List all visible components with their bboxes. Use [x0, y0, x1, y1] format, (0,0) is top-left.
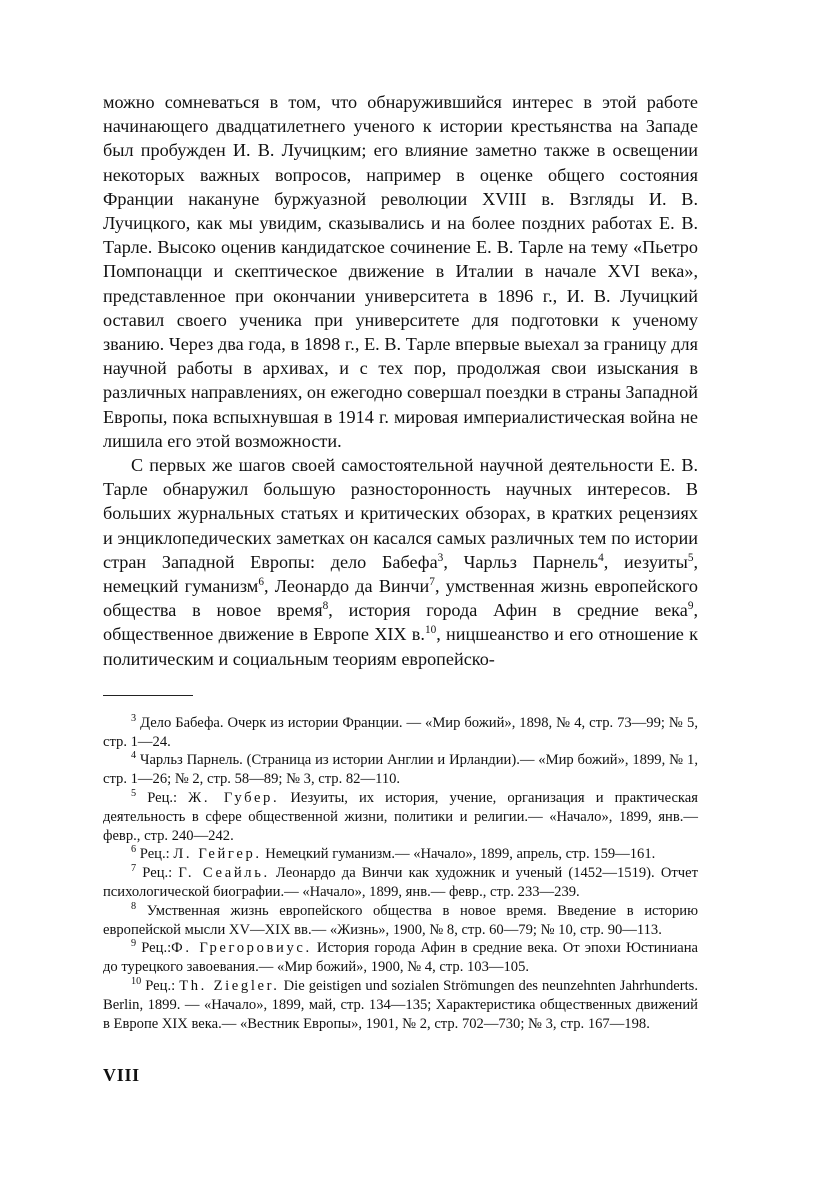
- footnote-ref-3[interactable]: 3: [437, 551, 444, 564]
- footnote: $^6$ Рец.: Л. Гейгер. Немецкий гуманизм.— «Начало», 1899, апрель, стр. 159—161.: [131, 844, 656, 863]
- footnote-ref-5[interactable]: 5: [687, 551, 694, 564]
- footnote: $^8$ Умственная жизнь европейского общества в новое время. Введение в историю европейской мысли XV—XIX вв.— «Жизнь», 1900, № 8, стр. 60—79; № 10, стр. 90—113.: [103, 900, 698, 938]
- paragraph-1: можно сомневаться в том, что обнаружившийся интерес в этой работе начинающего двадцатилетнего ученого к истории крестьянства на Западе был пробужден И. В. Лучицким; его влияние заметно также в освещении некоторых важных вопросов, например в оценке общего состояния Франции накануне буржуазной революции XVIII в. Взгляды И. В. Лучицкого, как мы увидим, сказывались и на более поздних работах Е. В. Тарле. Высоко оценив кандидатское сочинение Е. В. Тарле на тему «Пьетро Помпонацци и скептическое движение в Италии в начале XVI века», представленное при окончании университета в 1896 г., И. В. Лучицкий оставил своего ученика при университете для подготовки к ученому званию. Через два года, в 1898 г., Е. В. Тарле впервые выехал за границу для научной работы в архивах, и с тех пор, продолжая свои изыскания в различных направлениях, он ежегодно совершал поездки в страны Западной Европы, пока вспыхнувшая в 1914 г. мировая империалистическая война не лишила его этой возможности.: [103, 92, 698, 451]
- main-text: [103, 90, 698, 671]
- page-content: [103, 90, 698, 1033]
- footnote: $^7$ Рец.: Г. Сеайль. Леонардо да Винчи как художник и ученый (1452—1519). Отчет психологической биографии.— «Начало», 1899, янв.— февр., стр. 233—239.: [103, 863, 698, 901]
- footnote-ref-10[interactable]: 10: [424, 624, 437, 637]
- footnote: $^5$ Рец.: Ж. Губер. Иезуиты, их история, учение, организация и практическая деятельность в сфере общественной жизни, политики и религии.— «Начало», 1899, янв.— февр., стр. 240—242.: [103, 788, 698, 844]
- footnote-ref-7[interactable]: 7: [429, 576, 435, 588]
- footnote: $^3$ Дело Бабефа. Очерк из истории Франции. — «Мир божий», 1898, № 4, стр. 73—99; № 5, стр. 1—24.: [103, 713, 698, 750]
- footnote: $^{10}$ Рец.: Th. Ziegler. Die geistigen und sozialen Strömungen des neunzehnten Jahrhunderts. Berlin, 1899. — «Начало», 1899, май, стр. 134—135; Характеристика общественных движений в Европе XIX века.— «Вестник Европы», 1901, № 2, стр. 702—730; № 3, стр. 167—198.: [103, 976, 698, 1032]
- footnote-ref-4[interactable]: 4: [598, 551, 604, 564]
- footnote: $^4$ Чарльз Парнель. (Страница из истории Англии и Ирландии).— «Мир божий», 1899, № 1, стр. 1—26; № 2, стр. 58—89; № 3, стр. 82—110.: [103, 750, 698, 788]
- footnote-ref-6[interactable]: 6: [258, 576, 264, 588]
- footnote-ref-9[interactable]: 9: [687, 600, 694, 613]
- page-number: VIII: [103, 1065, 140, 1085]
- footnote-divider: [103, 695, 193, 696]
- footnote-ref-8[interactable]: 8: [322, 600, 329, 613]
- paragraph-2: С первых же шагов своей самостоятельной научной деятельности Е. В. Тарле обнаружил большую разносторонность научных интересов. В больших журнальных статьях и критических обзорах, в кратких рецензиях и энциклопедических заметках он касался самых различных тем по истории стран Западной Европы: дело Бабефа$^3$, Чарльз Парнель$^4$, иезуиты$^5$, немецкий гуманизм$^6$, Леонардо да Винчи$^7$, умственная жизнь европейского общества в новое время$^8$, история города Афин в средние века$^9$, общественное движение в Европе XIX в.$^{10}$, ницшеанство и его отношение к политическим и социальным теориям европейско-: [103, 455, 699, 669]
- footnotes: [103, 714, 698, 1034]
- footnote: $^9$ Рец.:Ф. Грегоровиус. История города Афин в средние века. От эпохи Юстиниана до турецкого завоевания.— «Мир божий», 1900, № 4, стр. 103—105.: [103, 938, 698, 976]
